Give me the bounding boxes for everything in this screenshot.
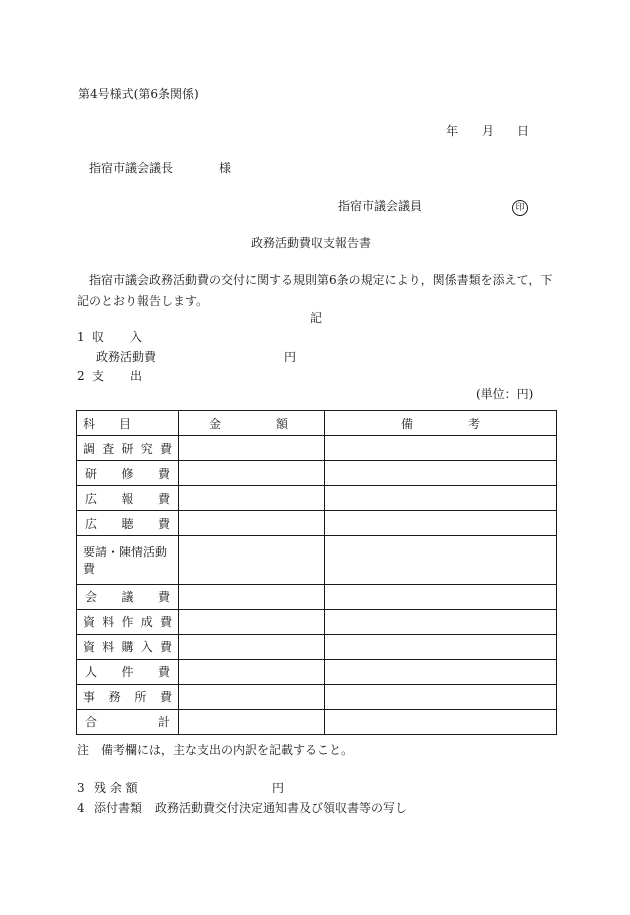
row-amount-cell[interactable] [179, 609, 325, 634]
row-item-label: 人 件 費 [85, 665, 170, 680]
document-title: 政務活動費収支報告書 [251, 236, 372, 250]
table-header-row [77, 411, 557, 436]
income-unit: 円 [284, 350, 297, 364]
ki-mark: 記 [310, 311, 323, 325]
row-amount-cell[interactable] [179, 709, 325, 734]
income-label-b: 入 [130, 330, 143, 344]
table-row [77, 436, 557, 461]
row-item-cell [77, 634, 179, 659]
row-item-label: 広 報 費 [85, 491, 170, 506]
row-item-label: 資 料 購 入 費 [83, 640, 172, 655]
balance-number: 3 [77, 781, 85, 795]
table-row [77, 486, 557, 511]
row-note-cell[interactable] [325, 436, 557, 461]
row-item-cell [77, 511, 179, 536]
table-note: 注 備考欄には，主な支出の内訳を記載すること。 [77, 743, 354, 757]
table-row [77, 536, 557, 585]
form-number: 第4号様式(第6条関係) [78, 87, 199, 101]
table-row [77, 584, 557, 609]
date-month: 月 [482, 124, 495, 138]
row-amount-cell[interactable] [179, 684, 325, 709]
expense-table [76, 410, 557, 735]
table-row [77, 511, 557, 536]
addressee-title: 指宿市議会議長 [89, 161, 174, 175]
row-amount-cell[interactable] [179, 659, 325, 684]
row-amount-cell[interactable] [179, 536, 325, 585]
table-row [77, 684, 557, 709]
expense-label-a: 支 [92, 369, 105, 383]
row-amount-cell[interactable] [179, 634, 325, 659]
row-amount-cell[interactable] [179, 486, 325, 511]
row-item-cell [77, 609, 179, 634]
header-item: 科 目 [77, 411, 179, 436]
row-note-cell[interactable] [325, 609, 557, 634]
table-row [77, 709, 557, 734]
balance-unit: 円 [272, 781, 285, 795]
row-note-cell[interactable] [325, 659, 557, 684]
row-item-cell [77, 436, 179, 461]
row-item-cell [77, 536, 179, 585]
balance-label: 残 余 額 [94, 781, 138, 795]
row-amount-cell[interactable] [179, 511, 325, 536]
attachment-text: 政務活動費交付決定通知書及び領収書等の写し [155, 801, 408, 815]
row-amount-cell[interactable] [179, 584, 325, 609]
row-item-cell [77, 709, 179, 734]
row-item-label: 調 査 研 究 費 [83, 441, 172, 456]
row-item-cell [77, 684, 179, 709]
expense-label-b: 出 [130, 369, 143, 383]
unit-note: (単位：円) [476, 387, 534, 401]
date-day: 日 [517, 124, 530, 138]
row-note-cell[interactable] [325, 584, 557, 609]
row-item-cell [77, 486, 179, 511]
row-item-cell [77, 659, 179, 684]
row-item-label: 要請・陳情活動費 [83, 544, 168, 576]
row-item-cell [77, 461, 179, 486]
attachment-number: 4 [77, 801, 85, 815]
income-label-a: 収 [92, 330, 105, 344]
attachment-label: 添付書類 [94, 801, 143, 815]
table-row [77, 659, 557, 684]
row-note-cell[interactable] [325, 511, 557, 536]
income-item: 政務活動費 [96, 350, 157, 364]
row-item-label: 研 修 費 [85, 466, 170, 481]
row-note-cell[interactable] [325, 461, 557, 486]
table-row [77, 461, 557, 486]
row-item-label: 広 聴 費 [85, 516, 170, 531]
row-note-cell[interactable] [325, 486, 557, 511]
seal-icon: 印 [512, 200, 528, 216]
body-text-line-2: 記のとおり報告します。 [77, 294, 209, 308]
table-row [77, 634, 557, 659]
addressee-honorific: 様 [219, 161, 232, 175]
row-note-cell[interactable] [325, 709, 557, 734]
row-amount-cell[interactable] [179, 436, 325, 461]
date-year: 年 [446, 124, 459, 138]
body-text-line-1: 指宿市議会政務活動費の交付に関する規則第6条の規定により，関係書類を添えて，下 [89, 273, 553, 287]
row-note-cell[interactable] [325, 536, 557, 585]
header-note: 備 考 [325, 411, 557, 436]
table-row [77, 609, 557, 634]
row-note-cell[interactable] [325, 634, 557, 659]
expense-number: 2 [77, 369, 85, 383]
row-note-cell[interactable] [325, 684, 557, 709]
seal-stamp [512, 198, 528, 216]
header-amount: 金 額 [179, 411, 325, 436]
row-item-label: 合 計 [85, 715, 170, 730]
row-item-label: 会 議 費 [85, 590, 170, 605]
income-number: 1 [77, 330, 85, 344]
row-item-cell [77, 584, 179, 609]
sender-title: 指宿市議会議員 [338, 199, 423, 213]
row-item-label: 事 務 所 費 [83, 690, 172, 705]
row-item-label: 資 料 作 成 費 [83, 615, 172, 630]
row-amount-cell[interactable] [179, 461, 325, 486]
